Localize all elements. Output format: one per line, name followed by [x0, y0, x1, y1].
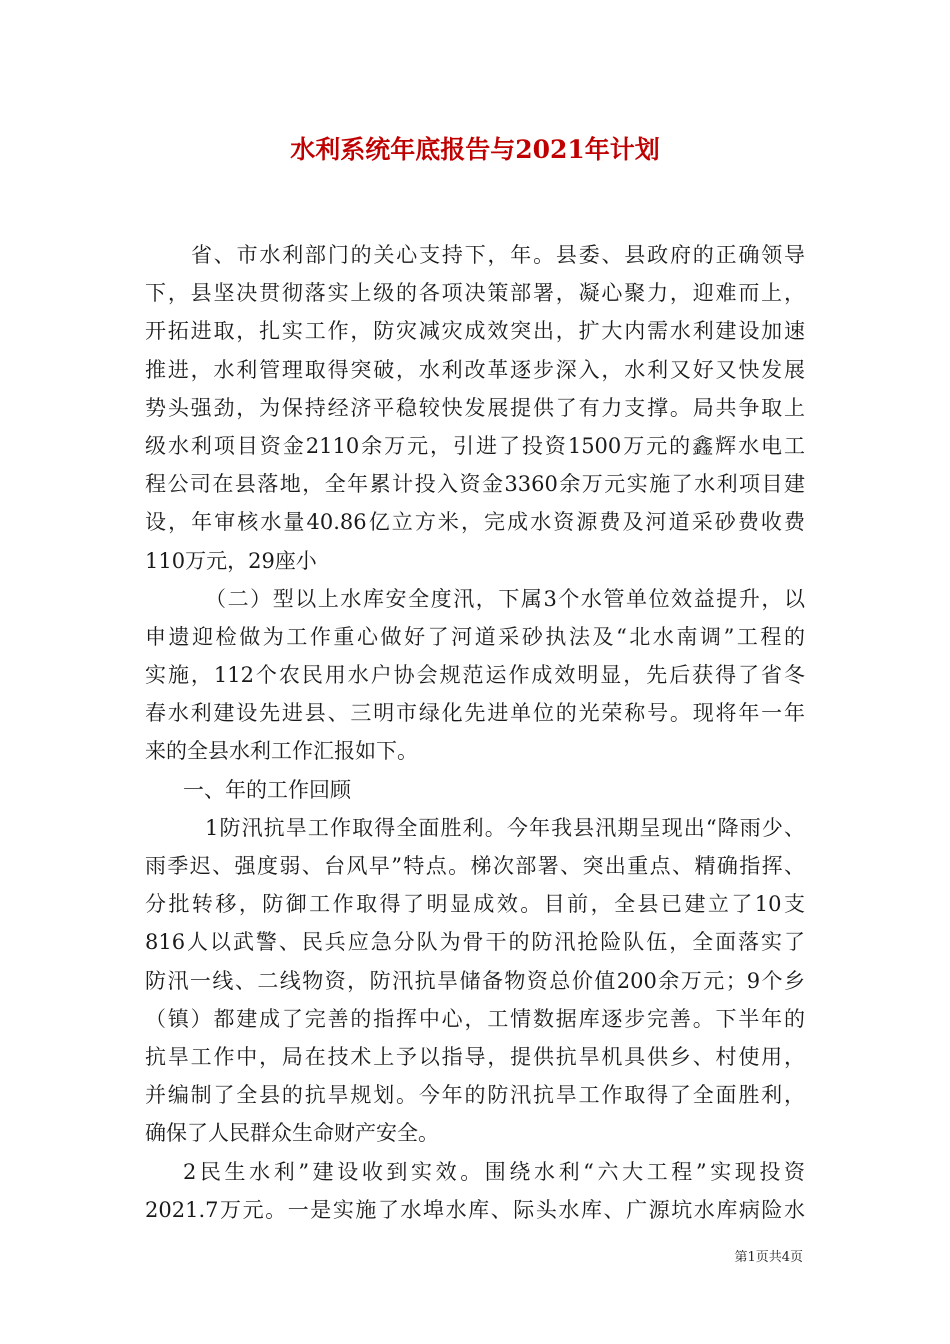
text-line: 申遗迎检做为工作重心做好了河道采砂执法及“北水南调”工程的	[145, 624, 805, 649]
text-line: 1防汛抗旱工作取得全面胜利。今年我县汛期呈现出“降雨少、	[205, 815, 805, 840]
text-line: 势头强劲，为保持经济平稳较快发展提供了有力支撑。局共争取上	[145, 395, 805, 420]
text-line: 推进，水利管理取得突破，水利改革逐步深入，水利又好又快发展	[145, 357, 805, 382]
text-line: 2021.7万元。一是实施了水埠水库、际头水库、广源坑水库病险水	[145, 1197, 805, 1222]
text-line: 110万元，29座小	[145, 548, 317, 573]
text-line: 开拓进取，扎实工作，防灾减灾成效突出，扩大内需水利建设加速	[145, 319, 805, 344]
text-line: 程公司在县落地，全年累计投入资金3360余万元实施了水利项目建	[145, 472, 805, 497]
text-line: 下，县坚决贯彻落实上级的各项决策部署，凝心聚力，迎难而上，	[145, 281, 805, 306]
text-line: 分批转移，防御工作取得了明显成效。目前，全县已建立了10支	[145, 892, 805, 917]
text-line: 抗旱工作中，局在技术上予以指导，提供抗旱机具供乡、村使用，	[145, 1044, 805, 1069]
text-line: 816人以武警、民兵应急分队为骨干的防汛抢险队伍，全面落实了	[145, 930, 805, 955]
text-line: 2民生水利”建设收到实效。围绕水利“六大工程”实现投资	[183, 1159, 805, 1184]
text-line: 并编制了全县的抗旱规划。今年的防汛抗旱工作取得了全面胜利，	[145, 1083, 805, 1108]
text-line: 实施，112个农民用水户协会规范运作成效明显，先后获得了省冬	[145, 663, 805, 688]
text-line: （二）型以上水库安全度汛，下属3个水管单位效益提升，以	[205, 586, 805, 611]
text-line: 春水利建设先进县、三明市绿化先进单位的光荣称号。现将年一年	[145, 701, 805, 726]
text-line: 设，年审核水量40.86亿立方米，完成水资源费及河道采砂费收费	[145, 510, 805, 535]
text-line: 确保了人民群众生命财产安全。	[145, 1121, 439, 1146]
document-body	[145, 236, 805, 1229]
text-line: 来的全县水利工作汇报如下。	[145, 739, 418, 764]
heading-line: 一、年的工作回顾	[183, 777, 351, 802]
text-line: （镇）都建成了完善的指挥中心，工情数据库逐步完善。下半年的	[145, 1006, 805, 1031]
paragraph-intro	[145, 236, 805, 580]
paragraph-section-two	[145, 580, 805, 771]
paragraph-livelihood	[145, 1153, 805, 1229]
text-line: 省、市水利部门的关心支持下，年。县委、县政府的正确领导	[191, 243, 805, 267]
text-line: 防汛一线、二线物资，防汛抗旱储备物资总价值200余万元；9个乡	[145, 968, 805, 993]
text-line: 级水利项目资金2110余万元，引进了投资1500万元的鑫辉水电工	[145, 433, 805, 458]
section-heading	[145, 771, 805, 809]
text-line: 雨季迟、强度弱、台风早”特点。梯次部署、突出重点、精确指挥、	[145, 854, 805, 878]
document-title: 水利系统年底报告与2021年计划	[290, 135, 660, 164]
paragraph-flood-control	[145, 809, 805, 1153]
page-number: 第1页共4页	[734, 1250, 803, 1265]
